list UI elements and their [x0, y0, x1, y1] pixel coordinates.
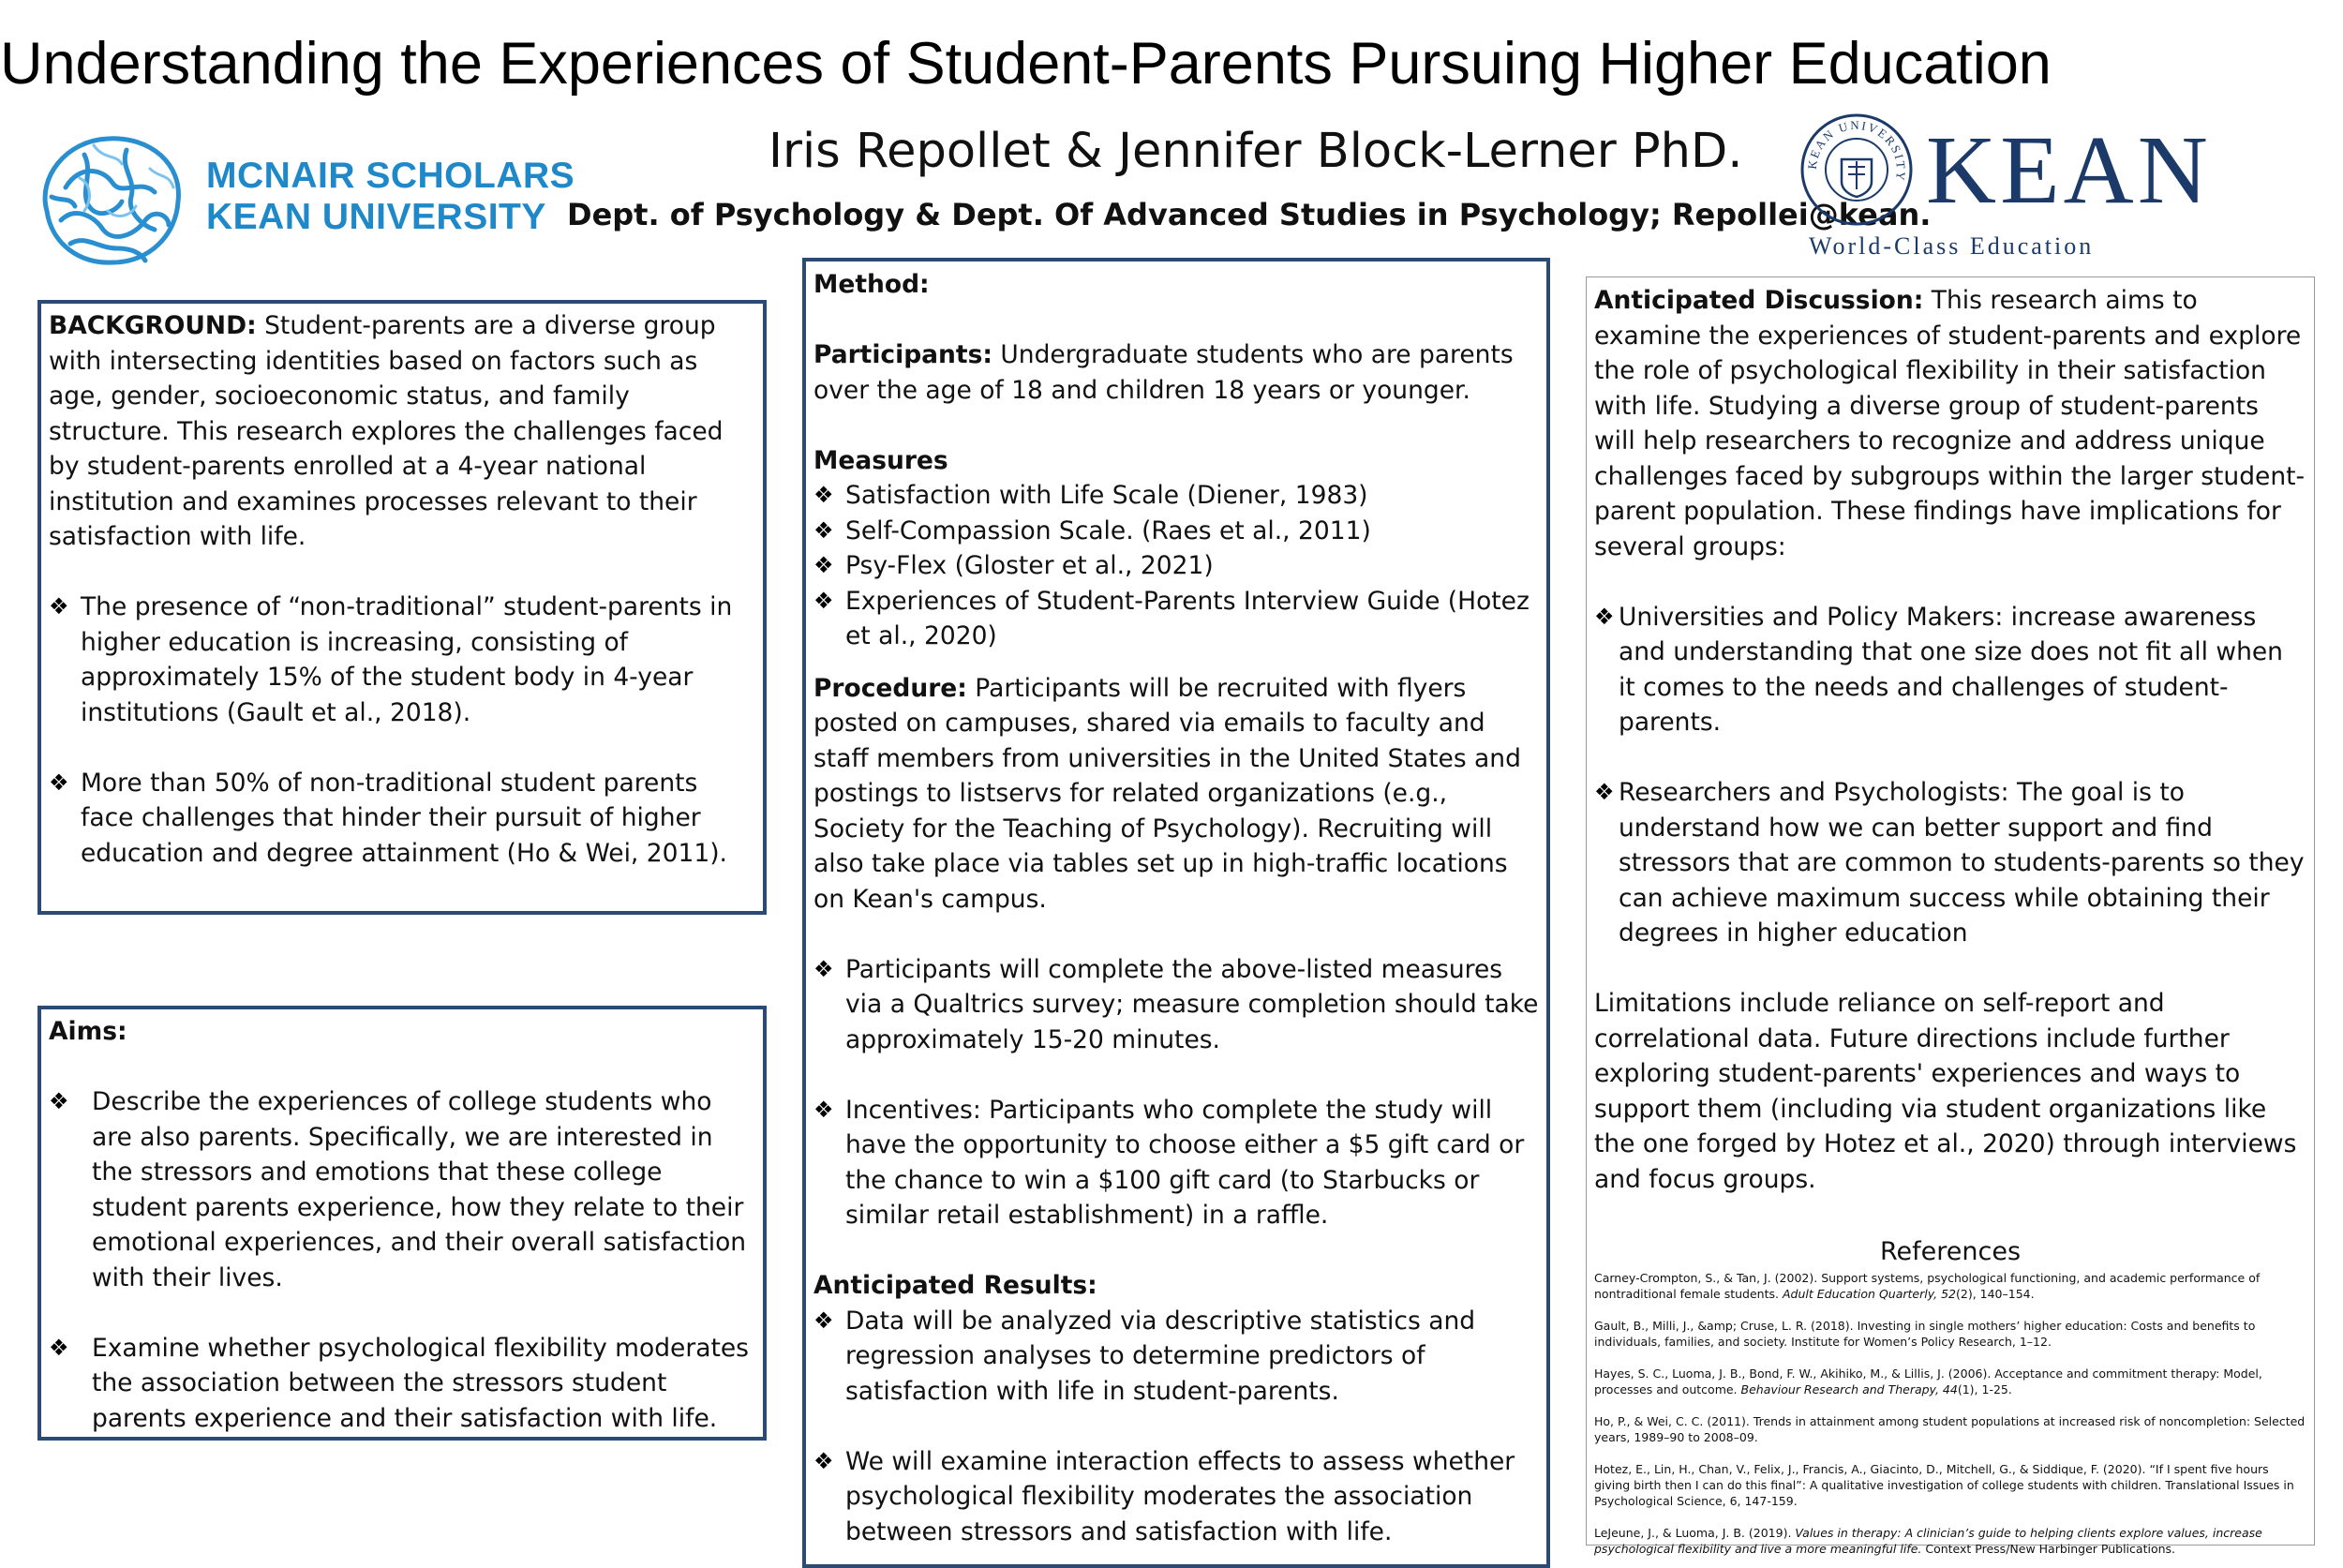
kean-tagline: World-Class Education [1809, 232, 2095, 260]
discussion-intro [1594, 283, 2306, 564]
ref-text: (2), 140–154. [1956, 1286, 2035, 1301]
aims-bullet: ❖ Examine whether psychological flexibility moderates the association between the stressors student parents experience and their satisfaction with life. [49, 1331, 755, 1437]
references-heading: References [1879, 1237, 2022, 1266]
authors: Iris Repollet & Jennifer Block-Lerner PhD. [769, 124, 1743, 179]
measure-item: ❖ Psy-Flex (Gloster et al., 2021) [813, 548, 1539, 584]
procedure-bullet: ❖ Participants will complete the above-listed measures via a Qualtrics survey; measure completion should take approximately 15-20 minutes. [813, 952, 1539, 1058]
background-bullet: ❖ More than 50% of non-traditional student parents face challenges that hinder their pursuit of higher education and degree attainment (Ho & Wei, 2011). [49, 766, 755, 872]
reference-item: Gault, B., Milli, J., &amp; Cruse, L. R. (2018). Investing in single mothers’ higher education: Costs and benefits to individuals, families, and society. Institute for Women’s Policy Research, 1–12. [1594, 1318, 2256, 1349]
measure-item: ❖ Self-Compassion Scale. (Raes et al., 2011) [813, 514, 1539, 549]
department-line: Dept. of Psychology & Dept. Of Advanced Studies in Psychology; Repollei@kean. [567, 197, 1932, 232]
background-bullet: ❖ The presence of “non-traditional” student-parents in higher education is increasing, consisting of approximately 15% of the student body in 4-year institutions (Gault et al., 2018). [49, 590, 755, 730]
reference-item [1594, 1366, 2306, 1397]
results-bullet: ❖ We will examine interaction effects to assess whether psychological flexibility moderates the association between stressors and satisfaction with life. [813, 1444, 1539, 1550]
results-heading: Anticipated Results: [813, 1271, 1097, 1300]
discussion-bullet: ❖ Universities and Policy Makers: increase awareness and understanding that one size does not fit all when it comes to the needs and challenges of student-parents. [1594, 600, 2306, 740]
measures-heading: Measures [813, 445, 948, 475]
aims-bullet: ❖ Describe the experiences of college students who are also parents. Specifically, we are interested in the stressors and emotions that these college student parents experience, how they relate to their emotional experiences, and their overall satisfaction with their lives. [49, 1084, 755, 1295]
reference-item: Ho, P., & Wei, C. C. (2011). Trends in attainment among student populations at increased risk of noncompletion: Selected years, 1989–90 to 2008–09. [1594, 1413, 2306, 1444]
background-heading: BACKGROUND: [49, 311, 257, 340]
discussion-panel [1586, 276, 2315, 1556]
discussion-intro-text: This research aims to examine the experiences of student-parents and explore the role of psychological flexibility in their satisfaction with life. Studying a diverse group of student-parents will help researchers to recognize and address unique challenges faced by subgroups within the larger student-parent population. These findings have implications for several groups: [1594, 286, 2306, 561]
reference-item [1594, 1270, 2306, 1302]
limitations-text: Limitations include reliance on self-report and correlational data. Future directions include further exploring student-parents' experiences and ways to support them (including via student organizations like the one forged by Hotez et al., 2020) through interviews and focus groups. [1594, 989, 2297, 1194]
reference-item [1594, 1525, 2306, 1557]
kean-wordmark: KEAN [1926, 116, 2212, 224]
procedure-label: Procedure: [813, 673, 967, 703]
background-panel [37, 300, 767, 915]
brain-icon [28, 122, 192, 281]
method-heading: Method: [813, 270, 930, 299]
ref-text: Carney-Crompton, S., & Tan, J. (2002). Support systems, psychological functioning, and academic performance of nontraditional female students. [1594, 1270, 2261, 1301]
mcnair-logo [28, 122, 575, 281]
participants-text: Undergraduate students who are parents over the age of 18 and children 18 years or younger. [813, 340, 1514, 405]
measure-item: ❖ Experiences of Student-Parents Interview Guide (Hotez et al., 2020) [813, 584, 1539, 654]
ref-text: Hayes, S. C., Luoma, J. B., Bond, F. W., Akihiko, M., & Lillis, J. (2006). Acceptance and commitment therapy: Model, processes and outcome. [1594, 1366, 2262, 1396]
discussion-heading: Anticipated Discussion: [1594, 286, 1924, 315]
ref-text: Context Press/New Harbinger Publications. [1925, 1541, 2175, 1556]
ref-text: LeJeune, J., & Luoma, J. B. (2019). [1594, 1525, 1792, 1540]
seal-text: KEAN UNIVERSITY [1804, 117, 1909, 184]
measure-item: ❖ Satisfaction with Life Scale (Diener, 1983) [813, 478, 1539, 514]
procedure-paragraph [813, 671, 1539, 918]
ref-text: (1), 1-25. [1957, 1381, 2012, 1396]
kean-logo [1799, 112, 2212, 262]
kean-seal-icon [1799, 112, 1914, 227]
reference-item: Hotez, E., Lin, H., Chan, V., Felix, J., Francis, A., Giacinto, D., Mitchell, G., & Siddique, F. (2020). “If I spent five hours giving birth then I can do this final”: A qualitative investigation of college students with children. Translational Issues in Psychological Science, 6, 147-159. [1594, 1461, 2294, 1508]
ref-journal: Adult Education Quarterly, 52 [1782, 1286, 1956, 1301]
aims-heading: Aims: [49, 1017, 127, 1046]
method-panel [802, 258, 1550, 1568]
poster-title: Understanding the Experiences of Student-Parents Pursuing Higher Education [0, 31, 2052, 97]
background-intro [49, 308, 755, 555]
aims-panel [37, 1006, 767, 1441]
procedure-text: Participants will be recruited with flyers posted on campuses, shared via emails to faculty and staff members from universities in the United States and postings to listservs for related organizations (e.g., Society for the Teaching of Psychology). Recruiting will also take place via tables set up in high-traffic locations on Kean's campus. [813, 673, 1521, 914]
background-intro-text: Student-parents are a diverse group with intersecting identities based on factors such as age, gender, socioeconomic status, and family structure. This research explores the challenges faced by student-parents enrolled at a 4-year national institution and examines processes relevant to their satisfaction with life. [49, 311, 724, 551]
participants-paragraph [813, 337, 1539, 408]
ref-journal: Behaviour Research and Therapy, 44 [1740, 1381, 1958, 1396]
mcnair-line2: KEAN UNIVERSITY [206, 197, 546, 237]
discussion-bullet: ❖ Researchers and Psychologists: The goal is to understand how we can better support and find stressors that are common to students-parents so they can achieve maximum success while obtaining their degrees in higher education [1594, 775, 2306, 951]
mcnair-line1: MCNAIR SCHOLARS [206, 156, 575, 196]
procedure-bullet: ❖ Incentives: Participants who complete the study will have the opportunity to choose either a $5 gift card or the chance to win a $100 gift card (to Starbucks or similar retail establishment) in a raffle. [813, 1093, 1539, 1233]
participants-label: Participants: [813, 340, 992, 369]
ref-journal: Values in therapy: A clinician’s guide to helping clients explore values, increase psychological flexibility and live a more meaningful life. [1594, 1525, 2262, 1556]
results-bullet: ❖ Data will be analyzed via descriptive statistics and regression analyses to determine predictors of satisfaction with life in student-parents. [813, 1304, 1539, 1410]
